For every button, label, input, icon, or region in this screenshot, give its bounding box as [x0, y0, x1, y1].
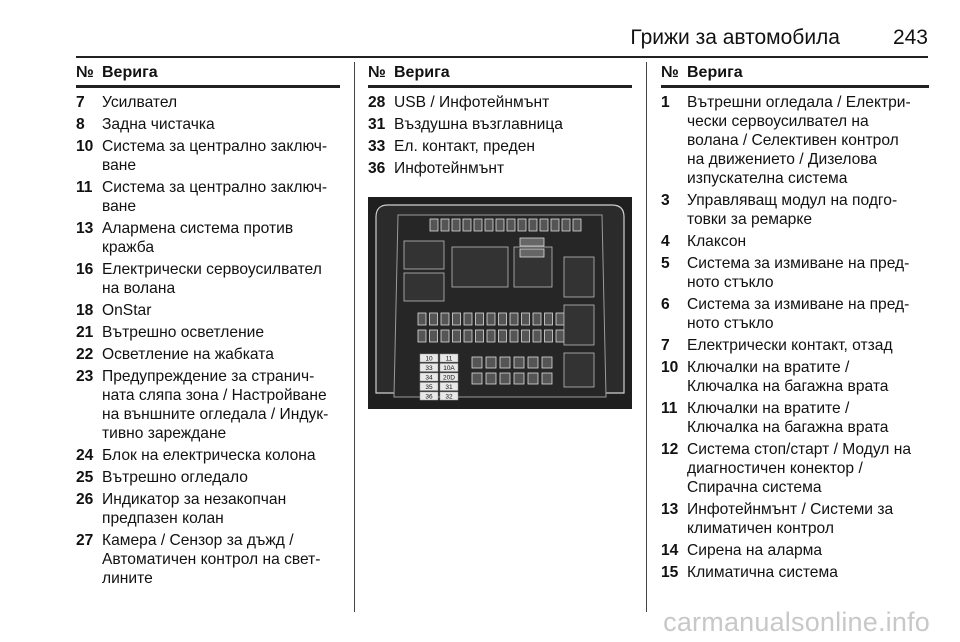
fuse-circuit: Вътрешни огледала / Електри- чески сервоусилвател на волана / Селективен контрол на движението / Дизелова изпускателна система: [687, 94, 911, 187]
fuse: [499, 330, 507, 342]
table-header: [661, 64, 929, 88]
fuse: [551, 219, 559, 231]
fuse-number: 27: [76, 532, 94, 549]
column-divider: [354, 62, 355, 612]
fuse-circuit: Климатична система: [687, 564, 838, 581]
fuse: [520, 238, 544, 246]
fuse: [520, 249, 544, 257]
fuse-circuit: Система за централно заключ- ване: [102, 138, 328, 174]
fuse-table-column-3: [661, 64, 929, 585]
fuse-number: 22: [76, 346, 94, 363]
fuse-circuit: Вътрешно огледало: [102, 469, 248, 486]
fuse: [472, 357, 482, 368]
fuse: [522, 330, 530, 342]
fuse-label-text: 35: [425, 384, 433, 391]
fuse-circuit: Електрически контакт, отзад: [687, 337, 893, 354]
fuse-circuit: Сирена на аларма: [687, 542, 823, 559]
fuse-circuit: Система за измиване на пред- ното стъкло: [687, 255, 910, 291]
fuse-number: 11: [76, 179, 93, 196]
fuse: [463, 219, 471, 231]
relay: [404, 273, 444, 301]
fuse-circuit: Система за централно заключ- ване: [102, 179, 328, 215]
relay: [452, 247, 508, 287]
fuse: [562, 219, 570, 231]
fuse-row: [76, 323, 340, 342]
fuse-row: [368, 137, 632, 156]
relay: [564, 257, 594, 297]
fuse-row: [76, 178, 340, 216]
relay: [564, 353, 594, 387]
fuse-number: 25: [76, 469, 94, 486]
fuse: [476, 330, 484, 342]
watermark: carmanualsonline.info: [663, 607, 930, 637]
fuse-row: [76, 115, 340, 134]
fuse: [441, 330, 449, 342]
fuse-row: [76, 446, 340, 465]
fuse-row: [76, 468, 340, 487]
fuse-circuit: Въздушна възглавница: [394, 116, 563, 133]
fuse-row: [661, 500, 929, 538]
fuse-rows: [76, 93, 340, 588]
fuse-number: 13: [661, 501, 679, 518]
fuse: [542, 373, 552, 384]
fuse-table-column-1: [76, 64, 340, 591]
fuse: [487, 313, 495, 325]
fuse-number: 1: [661, 94, 670, 111]
fuse-circuit: Осветление на жабката: [102, 346, 274, 363]
fuse: [500, 357, 510, 368]
fuse-row: [76, 93, 340, 112]
fuse: [573, 219, 581, 231]
fuse-box-diagram: [368, 197, 632, 409]
fuse: [452, 219, 460, 231]
fuse: [514, 357, 524, 368]
table-header-circuit: Верига: [394, 64, 450, 81]
fuse-number: 11: [661, 400, 678, 417]
fuse-label-text: 33: [425, 365, 433, 372]
fuse-row: [661, 93, 929, 188]
fuse-circuit: Електрически сервоусилвател на волана: [102, 261, 322, 297]
fuse: [464, 313, 472, 325]
fuse-row: [368, 115, 632, 134]
fuse-number: 21: [76, 324, 94, 341]
page-number: 243: [892, 26, 928, 49]
fuse: [476, 313, 484, 325]
fuse-label-text: 34: [425, 374, 433, 382]
fuse-circuit: OnStar: [102, 302, 152, 319]
fuse: [528, 357, 538, 368]
fuse-row: [661, 358, 929, 396]
fuse-row: [76, 219, 340, 257]
fuse-circuit: Управляващ модул на подго- товки за ремарке: [687, 192, 898, 228]
fuse-row: [368, 93, 632, 112]
fuse-row: [661, 541, 929, 560]
fuse: [556, 313, 564, 325]
fuse-row: [661, 336, 929, 355]
fuse: [441, 219, 449, 231]
fuse-circuit: Инфотейнмънт / Системи за климатичен контрол: [687, 501, 894, 537]
fuse-number: 4: [661, 233, 670, 250]
fuse: [556, 330, 564, 342]
fuse-row: [76, 531, 340, 588]
fuse-circuit: Ел. контакт, преден: [394, 138, 535, 155]
fuse-row: [368, 159, 632, 178]
fuse-box-illustration: [368, 197, 632, 409]
fuse: [500, 373, 510, 384]
table-header: [368, 64, 632, 88]
fuse: [453, 313, 461, 325]
fuse-number: 8: [76, 116, 85, 133]
fuse-number: 18: [76, 302, 94, 319]
fuse: [487, 330, 495, 342]
fuse: [464, 330, 472, 342]
fuse-circuit: Вътрешно осветление: [102, 324, 265, 341]
fuse: [533, 330, 541, 342]
fuse: [430, 219, 438, 231]
fuse-row: [76, 490, 340, 528]
fuse-circuit: Система за измиване на пред- ното стъкло: [687, 296, 910, 332]
column-divider: [646, 62, 647, 612]
fuse: [485, 219, 493, 231]
fuse-circuit: Клаксон: [687, 233, 747, 250]
table-header-circuit: Верига: [102, 64, 158, 81]
fuse-label-text: 36: [425, 393, 433, 401]
fuse-circuit: Инфотейнмънт: [394, 160, 505, 177]
fuse: [430, 330, 438, 342]
fuse-number: 12: [661, 441, 679, 458]
fuse-number: 15: [661, 564, 679, 581]
fuse-label-text: 10A: [443, 365, 455, 372]
fuse: [545, 313, 553, 325]
table-header: [76, 64, 340, 88]
fuse-row: [76, 345, 340, 364]
fuse-circuit: Усилвател: [102, 94, 178, 111]
fuse-circuit: Ключалки на вратите / Ключалка на багажна врата: [687, 400, 889, 436]
fuse-row: [661, 563, 929, 582]
fuse-number: 24: [76, 447, 94, 464]
fuse-number: 13: [76, 220, 94, 237]
fuse-number: 6: [661, 296, 670, 313]
fuse-row: [661, 440, 929, 497]
fuse-number: 16: [76, 261, 94, 278]
fuse: [528, 373, 538, 384]
fuse-number: 3: [661, 192, 670, 209]
table-header-circuit: Верига: [687, 64, 743, 81]
fuse-row: [661, 232, 929, 251]
fuse-circuit: USB / Инфотейнмънт: [394, 94, 550, 111]
page-header: [76, 22, 928, 58]
fuse: [418, 313, 426, 325]
fuse-row: [661, 399, 929, 437]
fuse-label-text: 31: [445, 384, 453, 391]
fuse-row: [661, 191, 929, 229]
fuse-circuit: Индикатор за незакопчан предпазен колан: [102, 491, 287, 527]
fuse-label-text: 20D: [443, 374, 455, 382]
fuse-row: [76, 301, 340, 320]
fuse-row: [76, 367, 340, 443]
fuse: [486, 357, 496, 368]
fuse: [533, 313, 541, 325]
fuse-circuit: Ключалки на вратите / Ключалка на багажна врата: [687, 359, 889, 395]
fuse: [507, 219, 515, 231]
fuse-number: 23: [76, 368, 94, 385]
fuse: [510, 330, 518, 342]
fuse-rows: [661, 93, 929, 582]
fuse-circuit: Система стоп/старт / Модул на диагностичен конектор / Спирачна система: [687, 441, 912, 496]
table-header-number: №: [76, 64, 94, 81]
fuse-number: 14: [661, 542, 679, 559]
fuse-number: 36: [368, 160, 386, 177]
fuse-number: 26: [76, 491, 94, 508]
fuse: [453, 330, 461, 342]
fuse-label-text: 10: [425, 355, 433, 363]
fuse-row: [76, 137, 340, 175]
fuse: [514, 373, 524, 384]
fuse-number: 5: [661, 255, 670, 272]
fuse-circuit: Камера / Сензор за дъжд / Автоматичен контрол на свет- лините: [102, 532, 321, 587]
fuse: [518, 219, 526, 231]
page-title: Грижи за автомобила: [630, 26, 840, 49]
fuse-number: 28: [368, 94, 386, 111]
fuse: [499, 313, 507, 325]
fuse: [472, 373, 482, 384]
fuse: [545, 330, 553, 342]
relay: [564, 305, 594, 345]
fuse: [529, 219, 537, 231]
table-header-number: №: [661, 64, 679, 81]
fuse: [418, 330, 426, 342]
fuse-rows: [368, 93, 632, 178]
fuse-number: 10: [76, 138, 94, 155]
relay: [404, 241, 444, 269]
fuse-label-text: 32: [445, 393, 453, 401]
fuse-table-column-2: [368, 64, 632, 181]
fuse-number: 7: [661, 337, 670, 354]
fuse: [510, 313, 518, 325]
fuse-row: [661, 295, 929, 333]
fuse-number: 10: [661, 359, 679, 376]
table-header-number: №: [368, 64, 386, 81]
fuse-number: 31: [368, 116, 386, 133]
fuse-number: 7: [76, 94, 85, 111]
fuse-circuit: Блок на електрическа колона: [102, 447, 316, 464]
fuse: [522, 313, 530, 325]
fuse-number: 33: [368, 138, 386, 155]
fuse-circuit: Задна чистачка: [102, 116, 215, 133]
fuse: [474, 219, 482, 231]
fuse: [496, 219, 504, 231]
fuse-label-text: 11: [445, 355, 453, 363]
fuse: [441, 313, 449, 325]
fuse-row: [661, 254, 929, 292]
fuse: [430, 313, 438, 325]
fuse: [542, 357, 552, 368]
fuse: [540, 219, 548, 231]
fuse-circuit: Алармена система против кражба: [102, 220, 294, 256]
fuse: [486, 373, 496, 384]
fuse-row: [76, 260, 340, 298]
fuse-circuit: Предупреждение за странич- ната сляпа зона / Настройване на външните огледала / Индук- тивно зареждане: [102, 368, 329, 442]
